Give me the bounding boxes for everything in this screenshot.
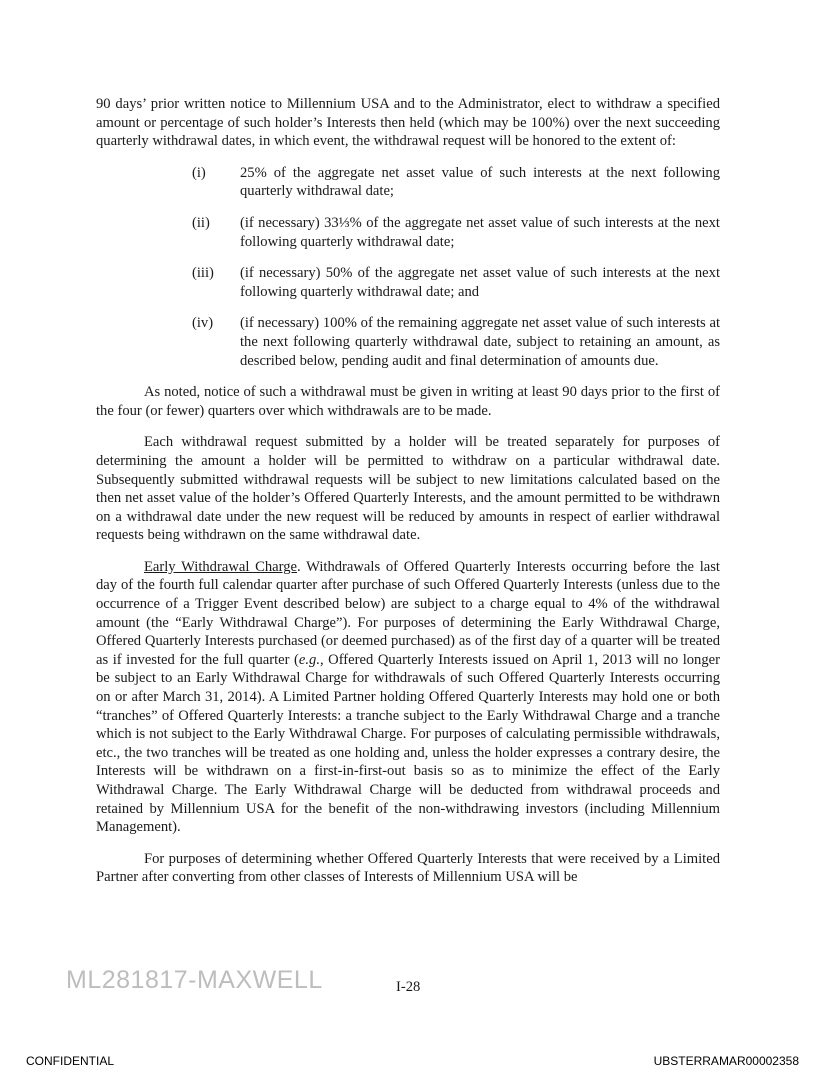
- list-item: [96, 214, 720, 251]
- conversion-paragraph: For purposes of determining whether Offered Quarterly Interests that were received by a Limited Partner after converting from other classes of Interests of Millennium USA will be: [96, 850, 720, 886]
- early-withdrawal-heading: Early Withdrawal Charge: [144, 558, 298, 575]
- list-item-number: (iv): [192, 315, 214, 332]
- bates-number: UBSTERRAMAR00002358: [653, 1054, 799, 1068]
- page-number: I-28: [396, 979, 421, 995]
- early-withdrawal-text-part1: . Withdrawals of Offered Quarterly Interests occurring before the last day of the fourth full calendar quarter after purchase of such Offered Quarterly Interests (unless due to the occurrence of a Trigger Event described below) are subject to a charge equal to 4% of the withdrawal amount (the “Early Withdrawal Charge”). For purposes of determining the Early Withdrawal Charge, Offered Quarterly Interests purchased (or deemed purchased) as of the first day of a quarter will be treated as if invested for the full quarter (: [96, 558, 720, 668]
- body-text: [96, 95, 720, 887]
- list-item-text: (if necessary) 100% of the remaining aggregate net asset value of such interests at the next following quarterly withdrawal date, subject to retaining an amount, as described below, pending audit and final determination of amounts due.: [240, 315, 720, 369]
- list-item-text: (if necessary) 50% of the aggregate net asset value of such interests at the next following quarterly withdrawal date; and: [240, 265, 720, 300]
- early-withdrawal-eg: e.g.: [298, 651, 320, 668]
- withdrawal-schedule-list: [96, 164, 720, 370]
- list-item-number: (i): [192, 164, 206, 181]
- list-item-number: (ii): [192, 214, 210, 231]
- list-item: [96, 264, 720, 301]
- confidential-label: CONFIDENTIAL: [26, 1054, 115, 1068]
- list-item: [96, 164, 720, 201]
- list-item-number: (iii): [192, 265, 214, 282]
- early-withdrawal-paragraph: [96, 558, 720, 837]
- document-id-watermark: ML281817-MAXWELL: [66, 966, 323, 994]
- separate-requests-paragraph: Each withdrawal request submitted by a holder will be treated separately for purposes of determining the amount a holder will be permitted to withdraw on a particular withdrawal date. Subsequently submitted withdrawal requests will be subject to new limitations calculated based on the then net asset value of the holder’s Offered Quarterly Interests, and the amount permitted to be withdrawn on a withdrawal date under the new request will be reduced by amounts in respect of earlier withdrawal requests being withdrawn on the same withdrawal date.: [96, 434, 720, 544]
- list-item: [96, 314, 720, 370]
- early-withdrawal-text-part2: , Offered Quarterly Interests issued on April 1, 2013 will no longer be subject to an Early Withdrawal Charge for withdrawals of such Offered Quarterly Interests occurring on or after March 31, 2014). A Limited Partner holding Offered Quarterly Interests may hold one or both “tranches” of Offered Quarterly Interests: a tranche subject to the Early Withdrawal Charge and a tranche which is not subject to the Early Withdrawal Charge. For purposes of calculating permissible withdrawals, etc., the two tranches will be treated as one holding and, unless the holder expresses a contrary desire, the Interests will be withdrawn on a first-in-first-out basis so as to minimize the effect of the Early Withdrawal Charge. The Early Withdrawal Charge will be deducted from withdrawal proceeds and retained by Millennium USA for the benefit of the non-withdrawing investors (including Millennium Management).: [96, 651, 720, 836]
- notice-paragraph: As noted, notice of such a withdrawal must be given in writing at least 90 days prior to the first of the four (or fewer) quarters over which withdrawals are to be made.: [96, 384, 720, 419]
- intro-paragraph: 90 days’ prior written notice to Millennium USA and to the Administrator, elect to withdraw a specified amount or percentage of such holder’s Interests then held (which may be 100%) over the next succeeding quarterly withdrawal dates, in which event, the withdrawal request will be honored to the extent of:: [96, 96, 720, 150]
- list-item-text: (if necessary) 33⅓% of the aggregate net asset value of such interests at the next following quarterly withdrawal date;: [240, 214, 720, 250]
- list-item-text: 25% of the aggregate net asset value of such interests at the next following quarterly withdrawal date;: [240, 164, 720, 200]
